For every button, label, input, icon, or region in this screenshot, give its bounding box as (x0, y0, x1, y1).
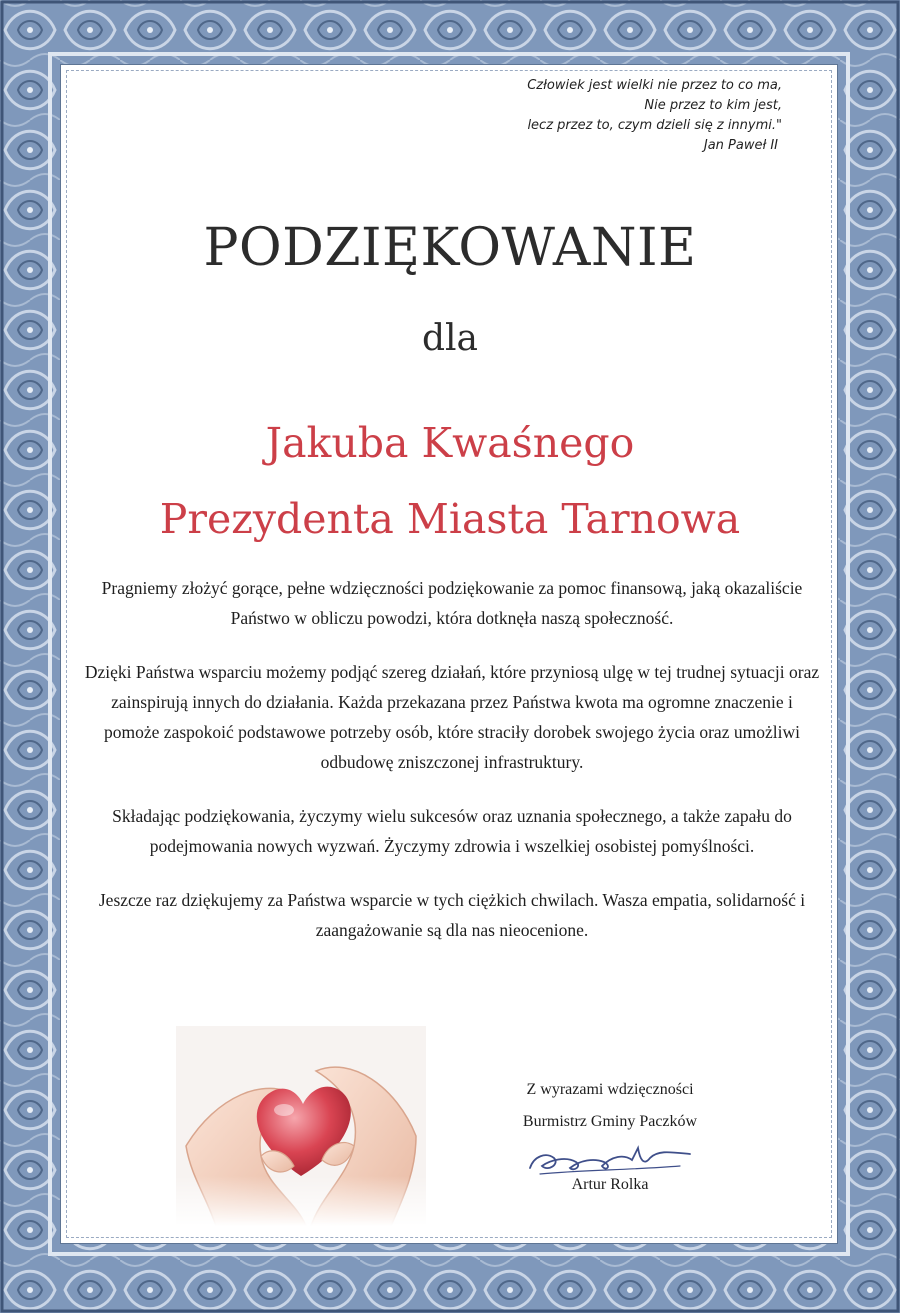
hands-holding-heart-icon (176, 1026, 426, 1226)
quote-line: Człowiek jest wielki nie przez to co ma, (527, 78, 782, 93)
paragraph: Dzięki Państwa wsparciu możemy podjąć szereg działań, które przyniosą ulgę w tej trudnej sytuacji oraz zainspirują innych do działania. Każda przekazana przez Państwa kwota ma ogromne znaczenie i pomoże zaspokoić podstawowe potrzeby osób, które straciły dorobek swojego życia oraz umożliwi odbudowę zniszczonej infrastruktury. (84, 662, 820, 772)
quote (422, 76, 782, 156)
recipient-name: Jakuba Kwaśnego (265, 419, 635, 467)
paragraph: Pragniemy złożyć gorące, pełne wdzięczności podziękowanie za pomoc finansową, jaką okazaliście Państwo w obliczu powodzi, która dotknęła naszą społeczność. (101, 578, 803, 628)
quote-line: lecz przez to, czym dzieli się z innymi." (527, 118, 782, 133)
recipient-role: Prezydenta Miasta Tarnowa (159, 495, 741, 543)
paragraph: Składając podziękowania, życzymy wielu sukcesów oraz uznania społecznego, a także zapału do podejmowania nowych wyzwań. Życzymy zdrowia i wszelkiej osobistej pomyślności. (112, 806, 792, 856)
signer-name: Artur Rolka (571, 1176, 649, 1193)
document-subtitle: dla (421, 318, 479, 359)
recipient (0, 405, 900, 557)
quote-author: Jan Paweł II (703, 138, 778, 153)
signature-block (480, 1074, 740, 1138)
paragraph: Jeszcze raz dziękujemy za Państwa wsparcie w tych ciężkich chwilach. Wasza empatia, solidarność i zaangażowanie są dla nas nieocenione. (98, 890, 806, 940)
document-title: PODZIĘKOWANIE (203, 218, 697, 278)
quote-line: Nie przez to kim jest, (644, 98, 782, 113)
signer-position: Burmistrz Gminy Paczków (522, 1113, 698, 1130)
letter-body (82, 573, 822, 969)
closing-greeting: Z wyrazami wdzięczności (526, 1081, 694, 1098)
